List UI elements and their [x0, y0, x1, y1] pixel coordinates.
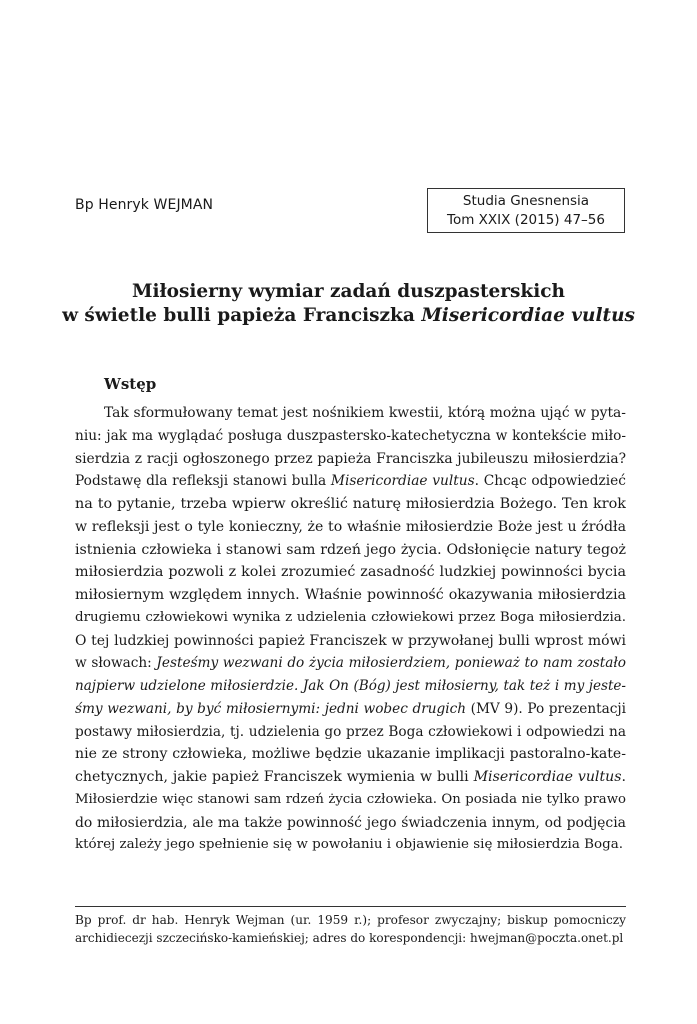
- article-title: [0, 280, 697, 328]
- body-line: miłosiernym względem innych. Właśnie powinność okazywania miłosierdzia: [75, 587, 626, 603]
- title-bull-name: Misericordiae vultus: [421, 305, 635, 326]
- body-text-run: Podstawę dla refleksji stanowi bulla: [75, 473, 331, 490]
- title-line-2-text: w świetle bulli papieża Franciszka: [62, 305, 422, 326]
- journal-citation-box: [427, 188, 625, 233]
- body-line: nie ze strony człowieka, możliwe będzie ukazanie implikacji pastoralno-kate-: [75, 746, 626, 763]
- author-name: Bp Henryk WEJMAN: [75, 197, 214, 213]
- title-line-2: [0, 304, 697, 328]
- body-line: na to pytanie, trzeba wpierw określić naturę miłosierdzia Bożego. Ten krok: [75, 496, 626, 512]
- body-line: istnienia człowieka i stanowi sam rdzeń jego życia. Odsłonięcie natury tegoż: [75, 541, 626, 558]
- body-line: [75, 470, 626, 493]
- body-line: sierdzia z racji ogłoszonego przez papieża Franciszka jubileuszu miłosierdzia?: [75, 450, 626, 467]
- body-text-run: .: [621, 769, 626, 785]
- title-line-1: Miłosierny wymiar zadań duszpasterskich: [131, 281, 565, 302]
- body-line: O tej ludzkiej powinności papież Franciszek w przywołanej bulli wprost mówi: [75, 632, 626, 649]
- body-text-run: w słowach:: [75, 655, 157, 672]
- journal-volume: Tom XXIX (2015) 47–56: [447, 212, 605, 228]
- body-text-run: chetycznych, jakie papież Franciszek wymienia w bulli: [75, 769, 474, 785]
- body-line: niu: jak ma wyglądać posługa duszpastersko-katechetyczna w kontekście miło-: [75, 427, 626, 444]
- journal-name: Studia Gnesnensia: [462, 193, 590, 209]
- body-italic-run: Misericordiae vultus: [473, 769, 622, 785]
- body-paragraph: [75, 402, 626, 857]
- footnote-line: Bp prof. dr hab. Henryk Wejman (ur. 1959 r.); profesor zwyczajny; biskup pomocniczy: [75, 913, 626, 927]
- body-line: do miłosierdzia, ale ma także powinność jego świadczenia innym, od podjęcia: [75, 814, 626, 831]
- body-line: postawy miłosierdzia, tj. udzielenia go przez Boga człowiekowi i odpowiedzi na: [75, 723, 626, 740]
- body-quote-run: Jesteśmy wezwani do życia miłosierdziem, ponieważ to nam zostało: [156, 655, 626, 672]
- footnote-line: archidiecezji szczecińsko-kamieńskiej; adres do korespondencji: hwejman@poczta.onet.pl: [75, 930, 624, 945]
- body-line: Miłosierdzie więc stanowi sam rdzeń życia człowieka. On posiada nie tylko prawo: [75, 791, 626, 807]
- body-line: [75, 652, 626, 675]
- body-text-run: . Chcąc odpowiedzieć: [474, 473, 626, 490]
- body-quote-run: najpierw udzielone miłosierdzie. Jak On (Bóg) jest miłosierny, tak też i my jeste-: [75, 678, 626, 694]
- author-footnote: [75, 912, 626, 947]
- body-italic-run: Misericordiae vultus: [330, 473, 475, 490]
- body-text-run: (MV 9). Po prezentacji: [466, 700, 626, 717]
- body-line: miłosierdzia pozwoli z kolei zrozumieć zasadność ludzkiej powinności bycia: [75, 564, 626, 581]
- body-line: [75, 675, 626, 698]
- body-quote-run: śmy wezwani, by być miłosiernymi: jedni wobec drugich: [75, 700, 467, 717]
- body-line: Tak sformułowany temat jest nośnikiem kwestii, którą można ująć w pyta-: [104, 405, 626, 421]
- section-heading: Wstęp: [104, 375, 157, 393]
- body-line: [75, 766, 626, 789]
- body-line: w refleksji jest o tyle konieczny, że to właśnie miłosierdzie Boże jest u źródła: [75, 518, 626, 535]
- body-line: [75, 698, 626, 721]
- body-line: której zależy jego spełnienie się w powołaniu i objawienie się miłosierdzia Boga.: [75, 837, 624, 853]
- body-line: drugiemu człowiekowi wynika z udzielenia człowiekowi przez Boga miłosierdzia.: [75, 609, 626, 625]
- footnote-divider: [75, 906, 626, 907]
